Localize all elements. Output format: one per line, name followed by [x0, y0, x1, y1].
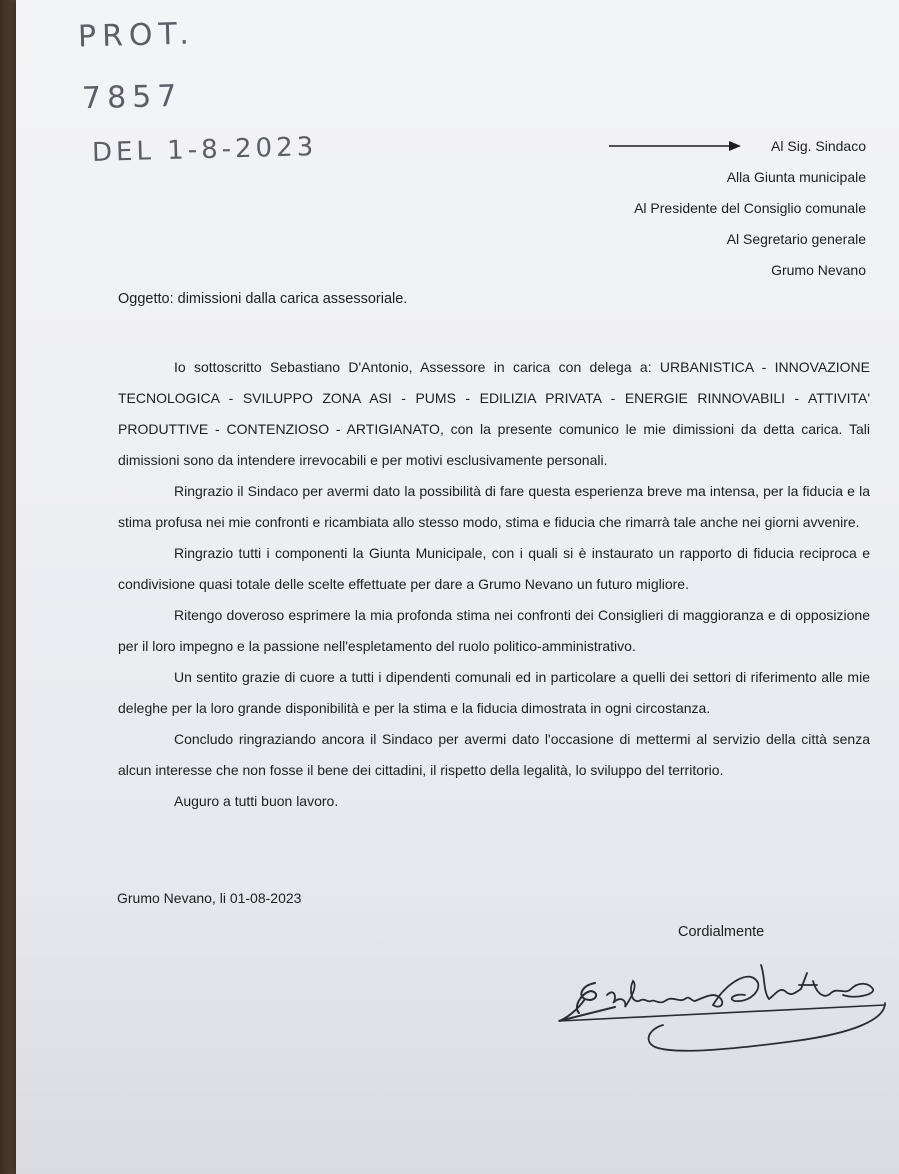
recipient-president: Al Presidente del Consiglio comunale [634, 200, 866, 216]
paragraph-thanks-councillors: Ritengo doveroso esprimere la mia profonda stima nei confronti dei Consiglieri di maggioranza e di opposizione per il loro impegno e la passione nell'espletamento del ruolo politico-amministrativo. [118, 607, 870, 654]
signature-scribble [555, 955, 890, 1065]
paragraph-conclusion: Concludo ringraziando ancora il Sindaco per avermi dato l'occasione di mettermi al servizio della città senza alcun interesse che non fosse il bene dei cittadini, il rispetto della legalità, lo sviluppo del territorio. [118, 731, 870, 778]
protocol-number: 7857 [81, 78, 183, 117]
recipient-council: Alla Giunta municipale [726, 169, 866, 185]
protocol-label: PROT. [77, 16, 196, 55]
place-date: Grumo Nevano, li 01-08-2023 [117, 890, 302, 906]
paragraph-thanks-mayor: Ringrazio il Sindaco per avermi dato la possibilità di fare questa esperienza breve ma intensa, per la fiducia e la stima profusa nei mie confronti e ricambiata allo stesso modo, stima e fiducia che rimarrà tale anche nei giorni avvenire. [118, 483, 870, 530]
arrow-icon [609, 139, 741, 153]
paragraph-thanks-staff: Un sentito grazie di cuore a tutti i dipendenti comunali ed in particolare a quelli dei settori di riferimento alle mie deleghe per la loro grande disponibilità e per la stima e la fiducia dimostrata in ogni circostanza. [118, 669, 870, 716]
recipient-town: Grumo Nevano [771, 262, 866, 278]
paragraph-wishes: Auguro a tutti buon lavoro. [174, 793, 339, 809]
letter-subject: Oggetto: dimissioni dalla carica assessoriale. [118, 291, 408, 307]
recipient-secretary: Al Segretario generale [726, 231, 866, 247]
letter-body [118, 352, 870, 817]
paragraph-resignation: Io sottoscritto Sebastiano D'Antonio, Assessore in carica con delega a: URBANISTICA - INNOVAZIONE TECNOLOGICA - SVILUPPO ZONA ASI - PUMS - EDILIZIA PRIVATA - ENERGIE RINNOVABILI - ATTIVITA' PRODUTTIVE - CONTENZIOSO - ARTIGIANATO, con la presente comunico le mie dimissioni da detta carica. Tali dimissioni sono da intendere irrevocabili e per motivi esclusivamente personali. [118, 359, 870, 468]
recipient-mayor: Al Sig. Sindaco [771, 138, 866, 154]
protocol-date: DEL 1-8-2023 [91, 132, 318, 168]
paragraph-thanks-council: Ringrazio tutti i componenti la Giunta Municipale, con i quali si è instaurato un rapporto di fiducia reciproca e condivisione quasi totale delle scelte effettuate per dare a Grumo Nevano un futuro migliore. [118, 545, 870, 592]
closing: Cordialmente [678, 924, 765, 940]
